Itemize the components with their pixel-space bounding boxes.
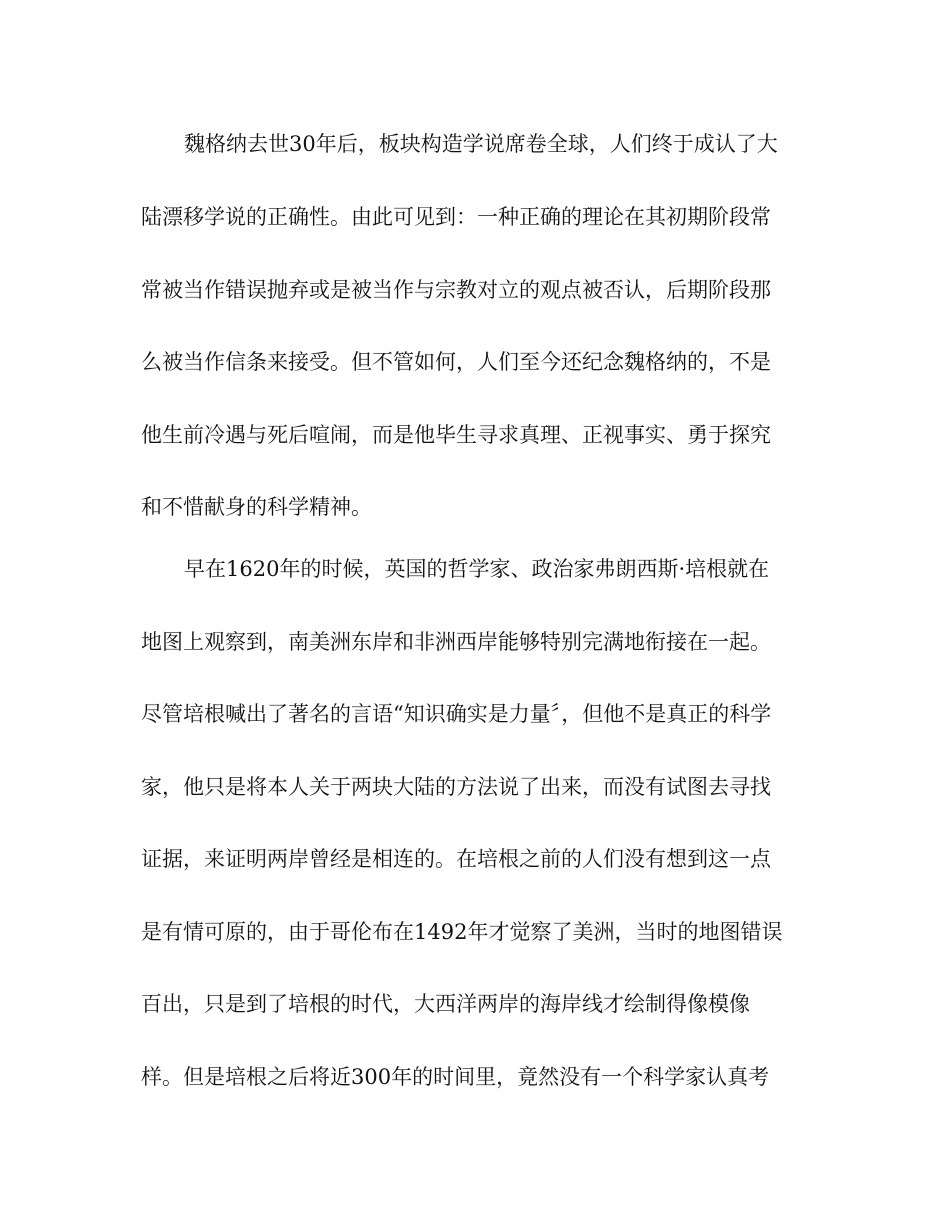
paragraph-line: 是有情可原的，由于哥伦布在1492年才觉察了美洲，当时的地图错误 bbox=[141, 920, 783, 944]
paragraph-line: 魏格纳去世30年后，板块构造学说席卷全球，人们终于成认了大 bbox=[184, 132, 778, 156]
paragraph-line: 尽管培根喊出了著名的言语“知识确实是力量〞，但他不是真正的科学 bbox=[141, 702, 772, 726]
paragraph-line: 样。但是培根之后将近300年的时间里，竟然没有一个科学家认真考 bbox=[141, 1065, 770, 1089]
paragraph-line: 地图上观察到，南美洲东岸和非洲西岸能够特别完满地衔接在一起。 bbox=[141, 630, 771, 654]
paragraph-line: 和不惜献身的科学精神。 bbox=[141, 495, 372, 519]
paragraph-line: 家，他只是将本人关于两块大陆的方法说了出来，而没有试图去寻找 bbox=[141, 775, 771, 799]
paragraph-line: 早在1620年的时候，英国的哲学家、政治家弗朗西斯·培根就在 bbox=[184, 557, 770, 581]
paragraph-line: 证据，来证明两岸曾经是相连的。在培根之前的人们没有想到这一点 bbox=[141, 847, 771, 871]
paragraph-line: 么被当作信条来接受。但不管如何，人们至今还纪念魏格纳的，不是 bbox=[141, 350, 771, 374]
paragraph-line: 百出，只是到了培根的时代，大西洋两岸的海岸线才绘制得像模像 bbox=[141, 992, 750, 1016]
paragraph-line: 他生前冷遇与死后喧闹，而是他毕生寻求真理、正视事实、勇于探究 bbox=[141, 423, 771, 447]
paragraph-line: 陆漂移学说的正确性。由此可见到：一种正确的理论在其初期阶段常 bbox=[141, 205, 771, 229]
paragraph-line: 常被当作错误抛弃或是被当作与宗教对立的观点被否认，后期阶段那 bbox=[141, 278, 771, 302]
